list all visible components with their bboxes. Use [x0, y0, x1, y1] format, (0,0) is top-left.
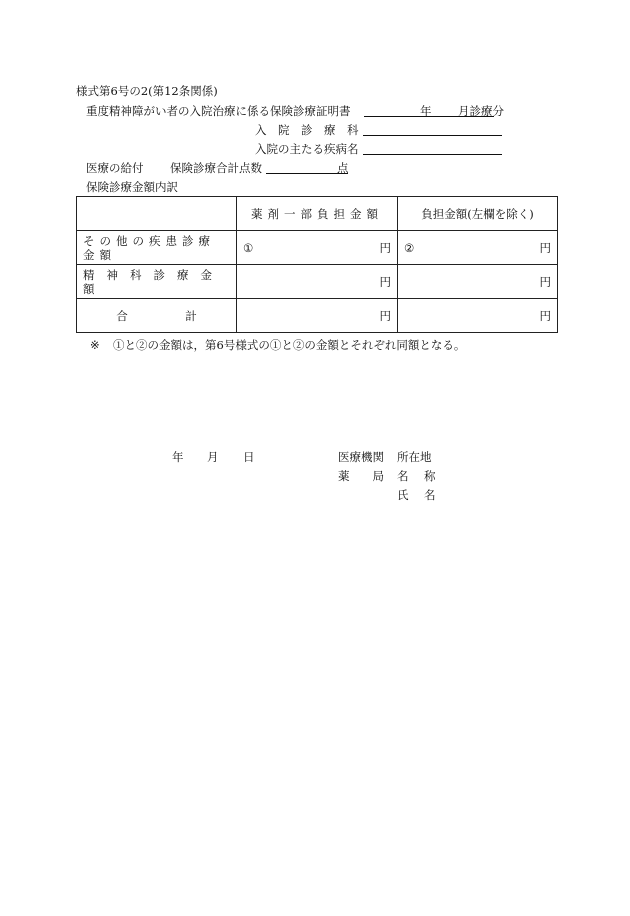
header-drug-copay: 薬剤一部負担金額	[237, 197, 398, 231]
header-blank	[77, 197, 237, 231]
cell-amount	[237, 265, 398, 299]
points-underline	[266, 173, 348, 174]
year-unit: 年	[420, 104, 432, 118]
person-name-label: 氏 名	[397, 488, 438, 502]
cell-amount	[398, 299, 558, 333]
points-label: 保険診療合計点数	[170, 161, 262, 175]
cell-amount	[237, 299, 398, 333]
benefit-label: 医療の給付	[86, 161, 144, 175]
cell-amount	[398, 265, 558, 299]
note-mark: ※	[90, 338, 100, 352]
yen-unit: 円	[539, 274, 551, 289]
row-label-other-disease: その他の疾患診療金額	[77, 231, 237, 265]
pharmacy-label: 薬 局	[338, 469, 384, 483]
yen-unit: 円	[539, 240, 551, 255]
row-label-psychiatry: 精神科診療金額	[77, 265, 237, 299]
circle-2-mark: ②	[404, 240, 415, 255]
department-underline	[363, 135, 502, 136]
date-month: 月	[207, 450, 219, 464]
cell-amount	[237, 231, 398, 265]
amount-breakdown-table	[76, 196, 558, 333]
date-year: 年	[172, 450, 184, 464]
yen-unit: 円	[539, 308, 551, 323]
cell-amount	[398, 231, 558, 265]
breakdown-label: 保険診療金額内訳	[86, 180, 178, 194]
yen-unit: 円	[379, 308, 391, 323]
note-text: ①と②の金額は，第6号様式の①と②の金額とそれぞれ同額となる。	[113, 338, 466, 352]
table-header-row	[77, 197, 558, 231]
table-row	[77, 299, 558, 333]
certificate-title: 重度精神障がい者の入院治療に係る保険診療証明書	[86, 104, 351, 118]
table-row	[77, 231, 558, 265]
date-day: 日	[243, 450, 255, 464]
institution-label: 医療機関	[338, 450, 384, 464]
table-row	[77, 265, 558, 299]
name-label: 名 称	[397, 469, 438, 483]
month-unit: 月診療分	[458, 104, 504, 118]
main-disease-label: 入院の主たる疾病名	[255, 142, 359, 156]
row-label-total: 合 計	[77, 299, 237, 333]
header-copay-other: 負担金額(左欄を除く)	[398, 197, 558, 231]
points-unit: 点	[337, 161, 349, 175]
department-label: 入 院 診 療 科	[255, 123, 359, 137]
location-label: 所在地	[397, 450, 432, 464]
disease-underline	[363, 154, 502, 155]
circle-1-mark: ①	[243, 240, 254, 255]
yen-unit: 円	[379, 240, 391, 255]
form-title: 様式第6号の2(第12条関係)	[76, 84, 218, 98]
yen-unit: 円	[379, 274, 391, 289]
